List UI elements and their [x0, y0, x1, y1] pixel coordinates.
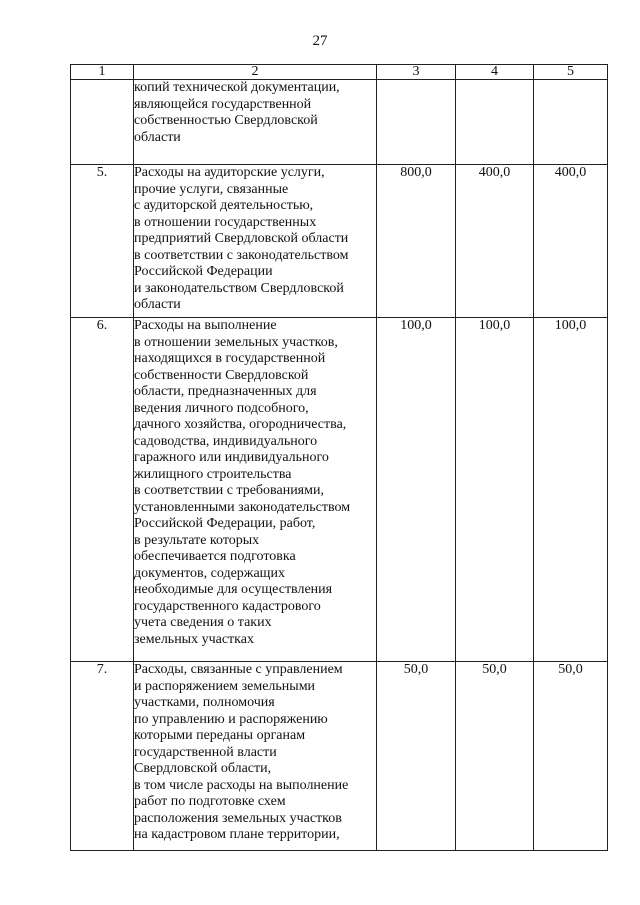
budget-table	[70, 64, 608, 851]
row-description: Расходы, связанные с управлением и распоряжением земельными участками, полномочия по управлению и распоряжению которыми переданы органам государственной власти Свердловской области, в том числе расходы на выполнение работ по подготовке схем расположения земельных участков на кадастровом плане территории,	[134, 662, 377, 851]
row-value-col5: 400,0	[534, 165, 608, 318]
row-value-col5	[534, 80, 608, 165]
row-value-col5: 50,0	[534, 662, 608, 851]
header-col-1: 1	[71, 65, 134, 80]
table-row	[71, 165, 608, 318]
row-value-col4: 50,0	[456, 662, 534, 851]
row-value-col3: 100,0	[377, 318, 456, 662]
row-description: копий технической документации, являющейся государственной собственностью Свердловской области	[134, 80, 377, 165]
header-row	[71, 65, 608, 80]
row-number: 7.	[71, 662, 134, 851]
row-value-col4: 100,0	[456, 318, 534, 662]
row-description: Расходы на выполнение в отношении земельных участков, находящихся в государственной собственности Свердловской области, предназначенных для ведения личного подсобного, дачного хозяйства, огородничества, садоводства, индивидуального гаражного или индивидуального жилищного строительства в соответствии с требованиями, установленными законодательством Российской Федерации, работ, в результате которых обеспечивается подготовка документов, содержащих необходимые для осуществления государственного кадастрового учета сведения о таких земельных участках	[134, 318, 377, 662]
row-value-col3	[377, 80, 456, 165]
row-value-col5: 100,0	[534, 318, 608, 662]
row-value-col4	[456, 80, 534, 165]
row-value-col4: 400,0	[456, 165, 534, 318]
row-number: 5.	[71, 165, 134, 318]
table-row	[71, 80, 608, 165]
page-number: 27	[312, 33, 328, 49]
header-col-2: 2	[134, 65, 377, 80]
row-number: 6.	[71, 318, 134, 662]
header-col-3: 3	[377, 65, 456, 80]
header-col-4: 4	[456, 65, 534, 80]
table-row	[71, 662, 608, 851]
row-description: Расходы на аудиторские услуги, прочие услуги, связанные с аудиторской деятельностью, в отношении государственных предприятий Свердловской области в соответствии с законодательством Российской Федерации и законодательством Свердловской области	[134, 165, 377, 318]
row-value-col3: 50,0	[377, 662, 456, 851]
header-col-5: 5	[534, 65, 608, 80]
row-number	[71, 80, 134, 165]
table-row	[71, 318, 608, 662]
row-value-col3: 800,0	[377, 165, 456, 318]
